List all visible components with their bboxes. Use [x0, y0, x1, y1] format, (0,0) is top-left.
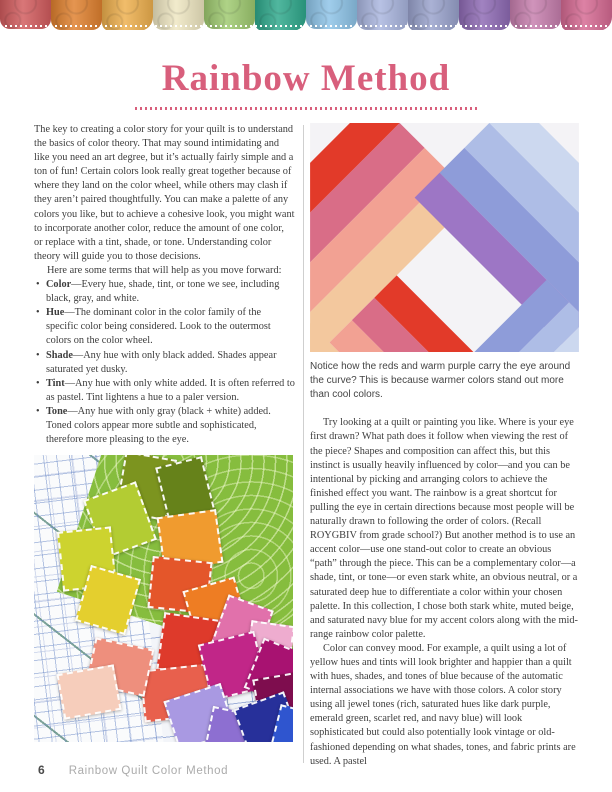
- intro-paragraph: The key to creating a color story for your quilt is to understand the basics of color theory. That may sound intimidating and like you need an art degree, but it’s actually fairly simple and a ton of fun! Certain colors look really great together because of where they land on the color wheel, while others may clash if they aren’t paired thoughtfully. You can make a palette of any colors you like, but to achieve a cohesive look, you might want to incorporate another color, reduce the amount of one color, or replace with a tint, shade, or tone. Understanding color theory will guide you to those decisions.: [34, 124, 295, 262]
- two-column-layout: [0, 123, 612, 769]
- title-dotted-rule: [135, 107, 477, 110]
- term-item-tone: [34, 405, 295, 447]
- rainbow-fabric-border: [0, 0, 612, 30]
- term-item-shade: [34, 349, 295, 377]
- column-divider: [303, 125, 304, 763]
- bullet-marker: •: [36, 349, 40, 361]
- bullet-marker: •: [36, 405, 40, 417]
- footer-title: Rainbow Quilt Color Method: [68, 765, 229, 777]
- term-name: Hue: [46, 307, 65, 319]
- term-definition: —Any hue with only gray (black + white) added. Toned colors appear more subtle and sophisticated, therefore more pleasing to the eye.: [46, 405, 271, 446]
- terms-lead-paragraph: Here are some terms that will help as you move forward:: [47, 264, 282, 276]
- term-definition: —Any hue with only black added. Shades appear saturated yet dusky.: [46, 349, 277, 375]
- bullet-marker: •: [36, 307, 40, 319]
- accent-color-paragraph: Try looking at a quilt or painting you like. Where is your eye first drawn? What path does it follow when viewing the rest of the piece? Shapes and composition can affect this, but this instinct is usually heavily influenced by color—and you can be intentional by picking and arranging colors to achieve the finished effect you want. The rainbow is a great shortcut for pulling the eye in certain directions because most people will be naturally drawn to following the order of colors. (Recall ROYGBIV from grade school?) But another method is to use an accent color—use one stand-out color to create an obvious “path” through the piece. This can be a complementary color—a shade, tint, or tone—or even stark white, an obvious neutral, or a saturated deep hue to differentiate a color within your chosen palette. In this collection, I chose both stark white, muted beige, and saturated navy blue for my accent colors along with the mid-range rainbow color palette.: [310, 417, 578, 640]
- page-number: 6: [38, 763, 45, 777]
- image-caption: Notice how the reds and warm purple carry the eye around the curve? This is because warmer colors stand out more than cool colors.: [310, 361, 571, 400]
- term-name: Color: [46, 279, 72, 291]
- term-item-color: [34, 278, 295, 306]
- color-terms-list: [34, 278, 295, 447]
- page-title: Rainbow Method: [161, 58, 451, 99]
- term-name: Tone: [46, 405, 68, 417]
- quilt-block-image: [310, 123, 579, 352]
- term-name: Shade: [46, 349, 73, 361]
- fabric-swatches-photo: [34, 455, 293, 742]
- bullet-marker: •: [36, 279, 40, 291]
- term-definition: —Every hue, shade, tint, or tone we see, including black, gray, and white.: [46, 279, 280, 305]
- term-definition: —Any hue with only white added. It is often referred to as pastel. Tint lightens a hue to a paler version.: [46, 377, 295, 403]
- term-item-tint: [34, 377, 295, 405]
- term-name: Tint: [46, 377, 65, 389]
- border-dotted-rule: [0, 25, 612, 27]
- term-definition: —The dominant color in the color family of the specific color being considered. Look to the outermost colors on the color wheel.: [46, 307, 271, 347]
- mood-paragraph: Color can convey mood. For example, a quilt using a lot of yellow hues and tints will look brighter and happier than a quilt with hues, shades, and tones of blue because of the automatic internal associations we have with those colors. A color story using all jewel tones (rich, saturated hues like dark purple, emerald green, scarlet red, and navy blue) will look sophisticated but could also potentially look vintage or old-fashioned depending on what shades, tones, and fabric prints are used. A pastel: [310, 642, 576, 767]
- bullet-marker: •: [36, 377, 40, 389]
- right-column: [310, 123, 578, 769]
- term-item-hue: [34, 306, 295, 348]
- page-footer: [38, 763, 228, 777]
- left-column: [34, 123, 295, 769]
